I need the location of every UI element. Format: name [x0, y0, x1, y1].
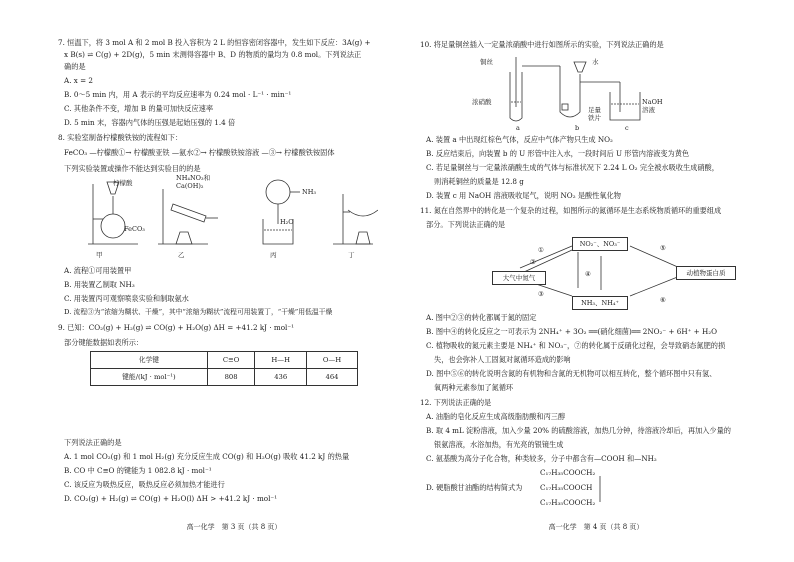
arrow-label-3: ③ [538, 290, 544, 298]
q12-option-c: C. 氨基酸为高分子化合物，种类较多，分子中都含有—COOH 和—NH₂ [426, 454, 657, 463]
q8-stem-line1: 8. 实验室制备柠檬酸铁铵的流程如下： [58, 133, 183, 142]
q11-option-c: C. 植物吸收的氮元素主要是 NH₄⁺ 和 NO₃⁻，⑦的转化属于反硝化过程，会导致硝态氮肥的损 [426, 341, 726, 350]
evaporating-dish [348, 210, 378, 216]
table-cell: 436 [255, 369, 307, 386]
fig-caption-b: b [575, 124, 580, 132]
table-header-row [91, 352, 358, 369]
fig-label-water: 水 [592, 58, 599, 66]
q8-flow: FeCO₃ —柠檬酸①→ 柠檬酸亚铁 —氨水②→ 柠檬酸铁铵溶液 —③→ 柠檬酸铁铵固体 [64, 148, 335, 157]
fig-label-nh4no3: NH₄NO₃和 [176, 174, 211, 182]
q12-option-d: D. 硬脂酸甘油酯的结构简式为 [426, 483, 523, 492]
q7-option-a: A. x = 2 [64, 76, 93, 85]
q11-stem-line2: 部分。下列说法正确的是 [426, 220, 506, 229]
q7-stem-line2: x B(s) ⇌ C(g) + 2D(g)，5 min 末测得容器中 B、D 的物质的量均为 0.8 mol。下列说法正 [64, 50, 362, 59]
fig-label-naoh: NaOH [642, 98, 663, 106]
q10-option-b: B. 反应结束后，向装置 b 的 U 形管中注入水，一段时间后 U 形管内溶液变为黄色 [426, 149, 690, 158]
structure-line-2: C₁₇H₃₅COOCH [540, 483, 593, 492]
q12-option-b: B. 取 4 mL 淀粉溶液，加入少量 20% 的硫酸溶液，加热几分钟，待溶液冷却后，再加入少量的 [426, 426, 731, 435]
fig-label-iron: 铁片 [588, 114, 601, 122]
q9-option-a: A. 1 mol CO₂(g) 和 1 mol H₂(g) 充分反应生成 CO(g) 和 H₂O(g) 吸收 41.2 kJ 的热量 [64, 452, 350, 461]
fig-caption-jia: 甲 [96, 251, 103, 259]
q7-option-b: B. 0～5 min 内，用 A 表示的平均反应速率为 0.24 mol · L⁻¹ · min⁻¹ [64, 90, 292, 99]
table-cell: 464 [307, 369, 358, 386]
structure-bonds [596, 474, 604, 504]
fig-caption-bing: 丙 [270, 251, 277, 259]
fountain-flask [266, 180, 290, 204]
q10-option-c: C. 若足量铜丝与一定量浓硝酸生成的气体与标准状况下 2.24 L O₂ 完全被水吸收生成硝酸， [426, 163, 719, 172]
node-ammonia: NH₃、NH₄⁺ [572, 296, 628, 310]
page-4 [420, 38, 772, 543]
q11-option-b: B. 图中④的转化反应之一可表示为 2NH₄⁺ + 3O₂ ══(硝化细菌)══ 2NO₂⁻ + 6H⁺ + H₂O [426, 327, 718, 336]
fig-label-solution: 溶液 [642, 106, 655, 114]
fig-label-caoh2: Ca(OH)₂ [176, 182, 204, 190]
table-row [91, 369, 358, 386]
fig-caption-ding: 丁 [348, 251, 355, 259]
q8-option-c: C. 用装置丙可观察喷泉实验和制取氨水 [64, 294, 189, 303]
table-cell: 808 [207, 369, 255, 386]
q9-stem-line3: 下列说法正确的是 [64, 438, 122, 447]
page-footer-3: 高一化学 第 3 页（共 8 页） [186, 523, 282, 531]
q10-option-c-cont: 则消耗铜丝的质量是 12.8 g [434, 177, 524, 186]
q11-option-a: A. 图中②③的转化都属于氮的固定 [426, 313, 537, 322]
table-header-cell: O—H [307, 352, 358, 369]
fig-label-nh3: NH₃ [302, 188, 316, 196]
q9-option-d: D. CO₂(g) + H₂(g) ⇌ CO(g) + H₂O(l) ΔH > +41.2 kJ · mol⁻¹ [64, 494, 278, 503]
page-3 [58, 38, 410, 543]
fig-label-citric-acid: 柠檬酸 [113, 179, 133, 187]
arrow-label-6: ⑥ [660, 296, 666, 304]
arrow-label-1: ① [538, 246, 544, 254]
q11-option-d: D. 图中⑤⑥的转化说明含氮的有机物和含氮的无机物可以相互转化，整个循环图中只有氢、 [426, 369, 717, 378]
fig-caption-c: c [625, 124, 629, 132]
q7-option-d: D. 5 min 末，容器内气体的压强是起始压强的 1.4 倍 [64, 118, 236, 127]
q10-option-a: A. 装置 a 中出现红棕色气体，反应中气体产物只生成 NO₂ [426, 135, 613, 144]
page-footer-4: 高一化学 第 4 页（共 8 页） [548, 523, 644, 531]
q8-option-b: B. 用装置乙制取 NH₃ [64, 280, 135, 289]
arrow-label-2: ② [530, 258, 536, 266]
node-protein: 动植物蛋白质 [676, 266, 736, 280]
test-tube [171, 204, 206, 222]
beaker-c [610, 92, 640, 120]
iron-piece [562, 104, 568, 110]
table-cell: 键能/(kJ · mol⁻¹) [91, 369, 208, 386]
q9-stem-line1: 9. 已知：CO₂(g) + H₂(g) ⇌ CO(g) + H₂O(g) ΔH = +41.2 kJ · mol⁻¹ [58, 323, 295, 332]
q11-option-d-cont: 氧两种元素参加了氮循环 [434, 383, 514, 392]
q10-stem-line1: 10. 将足量铜丝插入一定量浓硝酸中进行如图所示的实验，下列说法正确的是 [420, 40, 664, 49]
fig-label-h2o: H₂O [280, 218, 294, 226]
fig-caption-yi: 乙 [178, 251, 185, 259]
funnel-b [574, 62, 586, 72]
arrow-label-5: ⑤ [660, 244, 666, 252]
node-nitrite-nitrate: NO₂⁻、NO₃⁻ [572, 237, 628, 251]
table-header-cell: C≡O [207, 352, 255, 369]
fig-label-hno3: 浓硝酸 [472, 98, 492, 106]
q7-stem-line3: 确的是 [64, 62, 86, 71]
table-header-cell: H—H [255, 352, 307, 369]
q12-option-b-cont: 银氨溶液，水浴加热，有光亮的银镜生成 [434, 440, 564, 449]
q9-option-b: B. CO 中 C≡O 的键能为 1 082.8 kJ · mol⁻¹ [64, 466, 212, 475]
q12-option-a: A. 油脂的皂化反应生成高级脂肪酸和丙三醇 [426, 412, 566, 421]
q11-option-c-cont: 失，也会弥补人工固氮对氮循环造成的影响 [434, 355, 571, 364]
q9-stem-line2: 部分键能数据如表所示： [64, 338, 144, 347]
round-flask [101, 214, 125, 238]
q12-stem: 12. 下列说法正确的是 [420, 398, 492, 407]
bond-energy-table [90, 351, 358, 386]
fig-caption-a: a [516, 124, 520, 132]
q10-option-d: D. 装置 c 用 NaOH 溶液吸收尾气，说明 NO₂ 是酸性氧化物 [426, 191, 621, 200]
fig-label-enough: 足量 [588, 106, 601, 114]
alcohol-lamp-2 [356, 232, 370, 244]
q9-option-c: C. 该反应为吸热反应，吸热反应必须加热才能进行 [64, 480, 225, 489]
structure-line-1: C₁₇H₃₅COOCH₂ [540, 468, 596, 477]
table-header-cell: 化学键 [91, 352, 208, 369]
node-atmospheric-n2: 大气中氮气 [492, 271, 546, 285]
q8-stem-line2: 下列实验装置或操作不能达到实验目的的是 [64, 164, 201, 173]
q8-option-d: D. 流程③为“浓缩为糊状、干燥”，其中“浓缩为糊状”流程可用装置丁，“干燥”用低温干燥 [64, 308, 333, 316]
q7-option-c: C. 其他条件不变，增加 B 的量可加快反应速率 [64, 104, 214, 113]
q7-stem-line1: 7. 恒温下，将 3 mol A 和 2 mol B 投入容积为 2 L 的恒容密闭容器中，发生如下反应：3A(g) + [58, 38, 371, 47]
q8-option-a: A. 流程①可用装置甲 [64, 266, 132, 275]
fig-label-copper: 铜丝 [480, 58, 493, 66]
q11-stem-line1: 11. 氮在自然界中的转化是一个复杂的过程，如图所示的氮循环是生态系统物质循环的重要组成 [420, 206, 722, 215]
arrow-label-4: ④ [585, 270, 591, 278]
alcohol-lamp [176, 232, 192, 244]
structure-line-3: C₁₇H₃₅COOCH₂ [540, 498, 596, 507]
fig-label-feco3: FeCO₃ [124, 225, 145, 233]
u-tube [560, 66, 580, 117]
